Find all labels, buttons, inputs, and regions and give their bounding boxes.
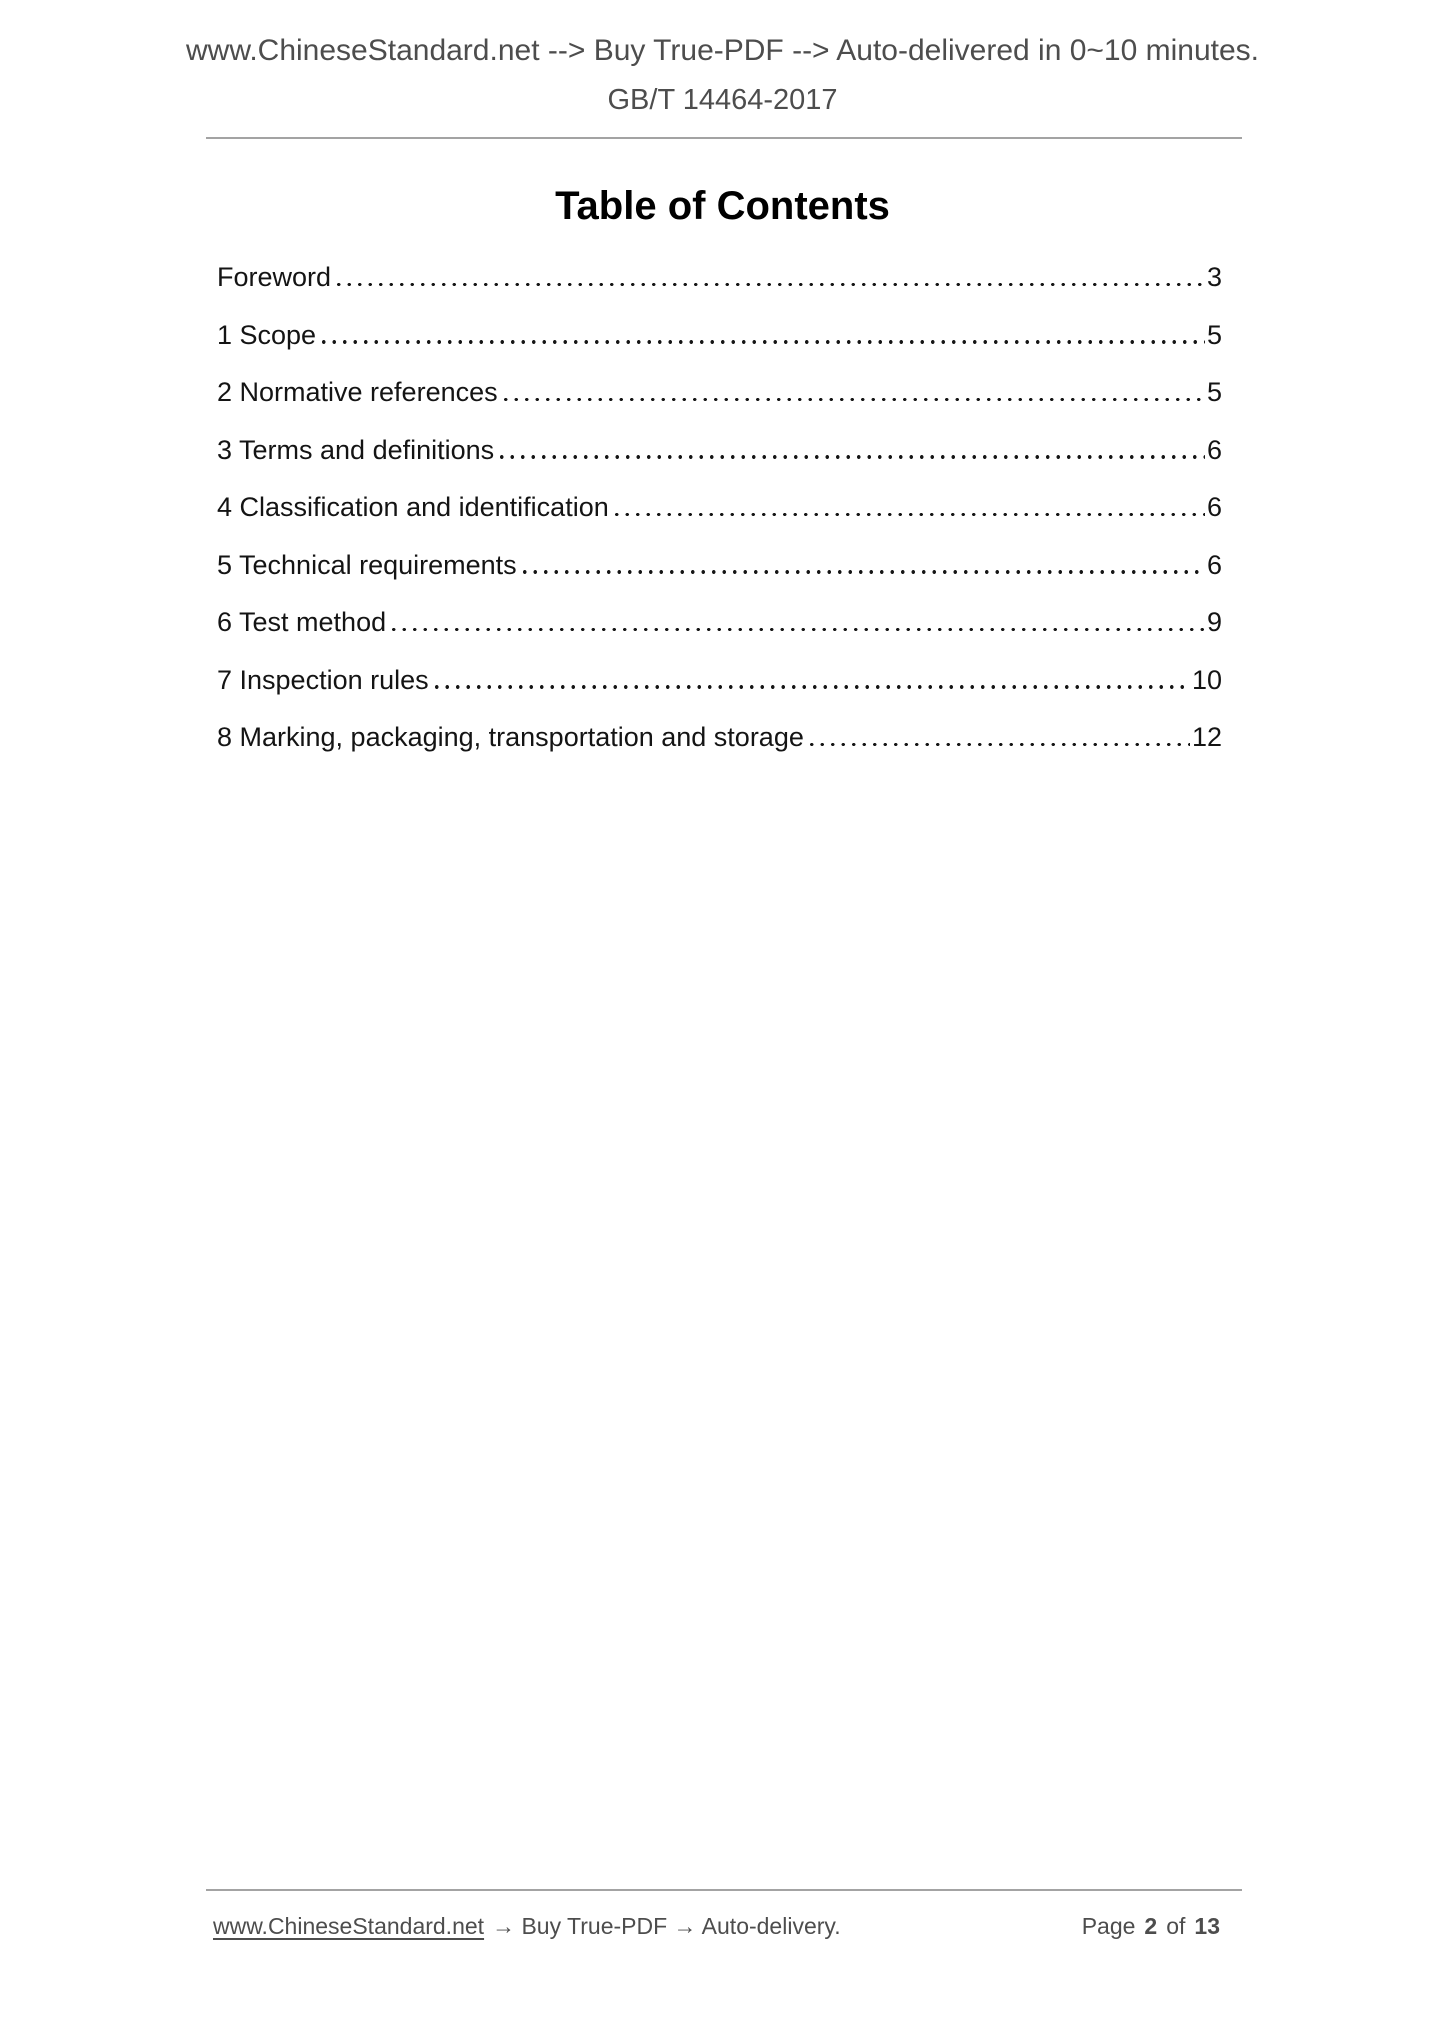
toc-entry-page: 5: [1206, 319, 1222, 350]
toc-entry-label: 2 Normative references: [217, 377, 498, 407]
footer-tagline: → Buy True-PDF → Auto-delivery.: [492, 1913, 841, 1939]
toc-entry-page: 5: [1206, 377, 1222, 407]
toc-entry-page: 6: [1206, 434, 1222, 465]
dot-leader: [337, 283, 1205, 287]
toc-entry-page: 6: [1206, 492, 1222, 522]
toc-entry-page: 6: [1206, 549, 1222, 580]
toc-list: [217, 249, 1222, 767]
page-label: Page: [1081, 1913, 1136, 1939]
toc-entry[interactable]: [217, 364, 1222, 422]
dot-leader: [523, 570, 1205, 574]
toc-entry[interactable]: [217, 307, 1222, 365]
toc-entry-label: 5 Technical requirements: [217, 549, 517, 580]
dot-leader: [615, 513, 1205, 517]
toc-title: Table of Contents: [555, 184, 890, 228]
header-doc-number: GB/T 14464-2017: [607, 84, 838, 116]
page-total: 13: [1194, 1913, 1220, 1939]
toc-entry[interactable]: [217, 537, 1222, 595]
dot-leader: [810, 743, 1190, 747]
toc-entry-label: 6 Test method: [217, 607, 387, 637]
dot-leader: [500, 455, 1205, 459]
footer: [213, 1912, 1242, 1940]
toc-entry-page: 12: [1191, 722, 1222, 752]
toc-entry-label: Foreword: [217, 262, 332, 292]
toc-entry-label: 4 Classification and identification: [217, 492, 609, 522]
page-current: 2: [1144, 1913, 1158, 1939]
toc-entry[interactable]: [217, 249, 1222, 307]
toc-entry-label: 7 Inspection rules: [217, 664, 429, 695]
toc-entry[interactable]: [217, 422, 1222, 480]
header-divider: [206, 137, 1242, 139]
dot-leader: [392, 628, 1205, 632]
dot-leader: [504, 398, 1205, 402]
header-note: www.ChineseStandard.net --> Buy True-PDF --> Auto-delivered in 0~10 minutes.: [185, 34, 1260, 67]
footer-divider: [206, 1889, 1242, 1891]
toc-entry[interactable]: [217, 652, 1222, 710]
footer-left: [213, 1912, 841, 1940]
toc-entry-label: 1 Scope: [217, 319, 317, 350]
page-indicator: [1082, 1912, 1242, 1940]
dot-leader: [435, 685, 1190, 689]
toc-entry-label: 8 Marking, packaging, transportation and storage: [217, 722, 804, 752]
of-label: of: [1166, 1913, 1186, 1939]
toc-entry-page: 9: [1206, 607, 1222, 637]
dot-leader: [322, 340, 1205, 344]
footer-site-link[interactable]: www.ChineseStandard.net: [213, 1913, 485, 1939]
toc-entry[interactable]: [217, 594, 1222, 652]
toc-entry-page: 10: [1191, 664, 1222, 695]
toc-entry[interactable]: [217, 479, 1222, 537]
toc-entry[interactable]: [217, 709, 1222, 767]
toc-entry-page: 3: [1206, 262, 1222, 292]
toc-entry-label: 3 Terms and definitions: [217, 434, 495, 465]
